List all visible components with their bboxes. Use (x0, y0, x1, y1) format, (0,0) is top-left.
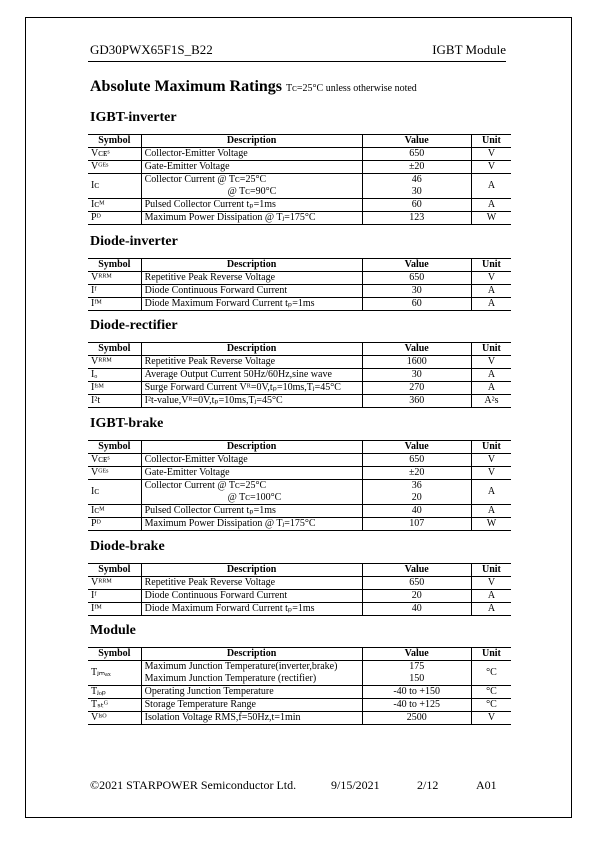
column-header-symbol: Symbol (88, 343, 141, 356)
table-row (88, 272, 511, 285)
description-cell: Repetitive Peak Reverse Voltage (141, 356, 362, 369)
column-header-description: Description (141, 564, 362, 577)
description-cell (141, 174, 362, 199)
footer-date: 9/15/2021 (331, 778, 380, 792)
symbol-cell: Tⱼₘₐₓ (88, 661, 141, 686)
table-row (88, 161, 511, 174)
value-cell: 20 (362, 590, 471, 603)
description-line: Maximum Junction Temperature(inverter,brake) (144, 661, 338, 672)
page-title (90, 78, 417, 96)
description-cell: Maximum Power Dissipation @ Tⱼ=175°C (141, 212, 362, 225)
column-header-value: Value (362, 441, 471, 454)
unit-cell: °C (471, 686, 511, 699)
column-header-symbol: Symbol (88, 259, 141, 272)
column-header-description: Description (141, 343, 362, 356)
description-cell: Gate-Emitter Voltage (141, 161, 362, 174)
symbol-cell: Vᴵˢᴼ (88, 712, 141, 725)
description-cell: I²t-value,Vᴿ=0V,tₚ=10ms,Tⱼ=45°C (141, 395, 362, 408)
value-cell: 60 (362, 298, 471, 311)
description-cell: Storage Temperature Range (141, 699, 362, 712)
column-header-description: Description (141, 648, 362, 661)
symbol-cell: Tⱼₒₚ (88, 686, 141, 699)
description-cell: Diode Continuous Forward Current (141, 285, 362, 298)
table-row (88, 148, 511, 161)
description-cell: Pulsed Collector Current tₚ=1ms (141, 199, 362, 212)
column-header-value: Value (362, 259, 471, 272)
symbol-cell: Vᴳᴱˢ (88, 467, 141, 480)
column-header-description: Description (141, 259, 362, 272)
page-header (88, 41, 506, 62)
column-header-symbol: Symbol (88, 135, 141, 148)
description-cell: Surge Forward Current Vᴿ=0V,tₚ=10ms,Tⱼ=45°C (141, 382, 362, 395)
unit-cell: A (471, 480, 511, 505)
description-cell: Average Output Current 50Hz/60Hz,sine wave (141, 369, 362, 382)
description-line: @ Tᴄ=90°C (227, 186, 277, 197)
table-row (88, 577, 511, 590)
symbol-cell: Iₒ (88, 369, 141, 382)
symbol-cell: Tₛₜᴳ (88, 699, 141, 712)
column-header-description: Description (141, 135, 362, 148)
value-cell: ±20 (362, 161, 471, 174)
column-header-unit: Unit (471, 343, 511, 356)
unit-cell: V (471, 148, 511, 161)
table-row (88, 699, 511, 712)
ratings-table (88, 440, 511, 531)
symbol-cell: Iᶠᴹ (88, 298, 141, 311)
unit-cell: V (471, 712, 511, 725)
column-header-unit: Unit (471, 648, 511, 661)
unit-cell: A (471, 285, 511, 298)
value-cell: 270 (362, 382, 471, 395)
description-cell: Diode Maximum Forward Current tₚ=1ms (141, 298, 362, 311)
table-row (88, 454, 511, 467)
value-line: 175 (409, 661, 425, 672)
value-line: 36 (411, 480, 422, 491)
column-header-unit: Unit (471, 564, 511, 577)
column-header-unit: Unit (471, 259, 511, 272)
symbol-cell: Iᴄ (88, 480, 141, 505)
unit-cell: A (471, 590, 511, 603)
symbol-cell: I²t (88, 395, 141, 408)
column-header-unit: Unit (471, 441, 511, 454)
value-cell: 60 (362, 199, 471, 212)
column-header-symbol: Symbol (88, 648, 141, 661)
symbol-cell: Iᴄ (88, 174, 141, 199)
description-line: Collector Current @ Tᴄ=25°C (144, 480, 267, 491)
value-line: 150 (409, 673, 425, 684)
value-cell: 650 (362, 577, 471, 590)
description-cell (141, 661, 362, 686)
unit-cell: A (471, 199, 511, 212)
unit-cell: V (471, 161, 511, 174)
symbol-cell: Vᴳᴱˢ (88, 161, 141, 174)
unit-cell: °C (471, 699, 511, 712)
section-title: IGBT-brake (90, 416, 164, 431)
table-row (88, 590, 511, 603)
symbol-cell: Vᴿᴿᴹ (88, 272, 141, 285)
column-header-value: Value (362, 135, 471, 148)
table-row (88, 480, 511, 505)
column-header-symbol: Symbol (88, 564, 141, 577)
description-cell: Diode Maximum Forward Current tₚ=1ms (141, 603, 362, 616)
table-row (88, 199, 511, 212)
column-header-symbol: Symbol (88, 441, 141, 454)
value-cell: 360 (362, 395, 471, 408)
table-row (88, 395, 511, 408)
table-header-row (88, 135, 511, 148)
ratings-table (88, 258, 511, 311)
unit-cell: A²s (471, 395, 511, 408)
symbol-cell: Iᴄᴹ (88, 505, 141, 518)
value-cell: 2500 (362, 712, 471, 725)
symbol-cell: Iᶠ (88, 285, 141, 298)
description-cell: Operating Junction Temperature (141, 686, 362, 699)
unit-cell: V (471, 467, 511, 480)
column-header-unit: Unit (471, 135, 511, 148)
value-cell (362, 174, 471, 199)
table-row (88, 518, 511, 531)
symbol-cell: Iᶠ (88, 590, 141, 603)
table-row (88, 382, 511, 395)
table-header-row (88, 564, 511, 577)
value-cell: 650 (362, 148, 471, 161)
description-cell: Collector-Emitter Voltage (141, 454, 362, 467)
description-cell (141, 480, 362, 505)
title-condition-note: Tᴄ=25°C unless otherwise noted (286, 83, 417, 94)
unit-cell: A (471, 298, 511, 311)
value-cell: ±20 (362, 467, 471, 480)
value-cell (362, 480, 471, 505)
section-title: Module (90, 623, 136, 638)
symbol-cell: Iᶠᴹ (88, 603, 141, 616)
unit-cell: A (471, 369, 511, 382)
document-type: IGBT Module (432, 42, 506, 57)
value-cell: 650 (362, 454, 471, 467)
description-cell: Repetitive Peak Reverse Voltage (141, 272, 362, 285)
table-header-row (88, 259, 511, 272)
footer-revision: A01 (476, 778, 497, 792)
value-cell: 107 (362, 518, 471, 531)
unit-cell: V (471, 577, 511, 590)
value-line: 20 (411, 492, 422, 503)
value-cell: 650 (362, 272, 471, 285)
column-header-value: Value (362, 648, 471, 661)
part-number: GD30PWX65F1S_B22 (90, 42, 213, 57)
unit-cell: A (471, 174, 511, 199)
column-header-description: Description (141, 441, 362, 454)
section-title: Diode-inverter (90, 234, 178, 249)
value-cell: 30 (362, 369, 471, 382)
table-header-row (88, 648, 511, 661)
table-row (88, 686, 511, 699)
table-header-row (88, 343, 511, 356)
table-row (88, 467, 511, 480)
value-cell: 123 (362, 212, 471, 225)
unit-cell: W (471, 212, 511, 225)
description-cell: Maximum Power Dissipation @ Tⱼ=175°C (141, 518, 362, 531)
table-row (88, 661, 511, 686)
section-title: Diode-brake (90, 539, 165, 554)
footer-copyright: ©2021 STARPOWER Semiconductor Ltd. (90, 778, 297, 792)
section-title: Diode-rectifier (90, 318, 178, 333)
value-cell: 40 (362, 505, 471, 518)
table-row (88, 712, 511, 725)
symbol-cell: Vᴿᴿᴹ (88, 577, 141, 590)
unit-cell: V (471, 272, 511, 285)
symbol-cell: Iᶠˢᴹ (88, 382, 141, 395)
symbol-cell: Pᴰ (88, 212, 141, 225)
table-row (88, 356, 511, 369)
value-line: 30 (411, 186, 422, 197)
section-title: IGBT-inverter (90, 110, 177, 125)
description-cell: Gate-Emitter Voltage (141, 467, 362, 480)
value-cell: 1600 (362, 356, 471, 369)
table-row (88, 369, 511, 382)
ratings-table (88, 134, 511, 225)
ratings-table (88, 563, 511, 616)
description-cell: Collector-Emitter Voltage (141, 148, 362, 161)
column-header-value: Value (362, 343, 471, 356)
description-line: Collector Current @ Tᴄ=25°C (144, 174, 267, 185)
table-row (88, 298, 511, 311)
description-line: Maximum Junction Temperature (rectifier) (144, 673, 317, 684)
ratings-table (88, 647, 511, 725)
symbol-cell: Vᴿᴿᴹ (88, 356, 141, 369)
unit-cell: W (471, 518, 511, 531)
unit-cell: A (471, 505, 511, 518)
table-row (88, 285, 511, 298)
table-row (88, 212, 511, 225)
column-header-value: Value (362, 564, 471, 577)
value-cell: -40 to +125 (362, 699, 471, 712)
footer-page-number: 2/12 (417, 778, 439, 792)
title-text: Absolute Maximum Ratings (90, 78, 283, 95)
unit-cell: V (471, 454, 511, 467)
symbol-cell: Vᴄᴇˢ (88, 454, 141, 467)
description-cell: Isolation Voltage RMS,f=50Hz,t=1min (141, 712, 362, 725)
symbol-cell: Pᴰ (88, 518, 141, 531)
value-cell: 30 (362, 285, 471, 298)
description-cell: Diode Continuous Forward Current (141, 590, 362, 603)
table-row (88, 505, 511, 518)
value-cell (362, 661, 471, 686)
table-row (88, 174, 511, 199)
ratings-table (88, 342, 511, 408)
description-cell: Repetitive Peak Reverse Voltage (141, 577, 362, 590)
unit-cell: A (471, 603, 511, 616)
symbol-cell: Iᴄᴹ (88, 199, 141, 212)
unit-cell: °C (471, 661, 511, 686)
unit-cell: A (471, 382, 511, 395)
value-cell: -40 to +150 (362, 686, 471, 699)
value-cell: 40 (362, 603, 471, 616)
description-line: @ Tᴄ=100°C (227, 492, 282, 503)
description-cell: Pulsed Collector Current tₚ=1ms (141, 505, 362, 518)
table-header-row (88, 441, 511, 454)
table-row (88, 603, 511, 616)
value-line: 46 (411, 174, 422, 185)
unit-cell: V (471, 356, 511, 369)
symbol-cell: Vᴄᴇˢ (88, 148, 141, 161)
